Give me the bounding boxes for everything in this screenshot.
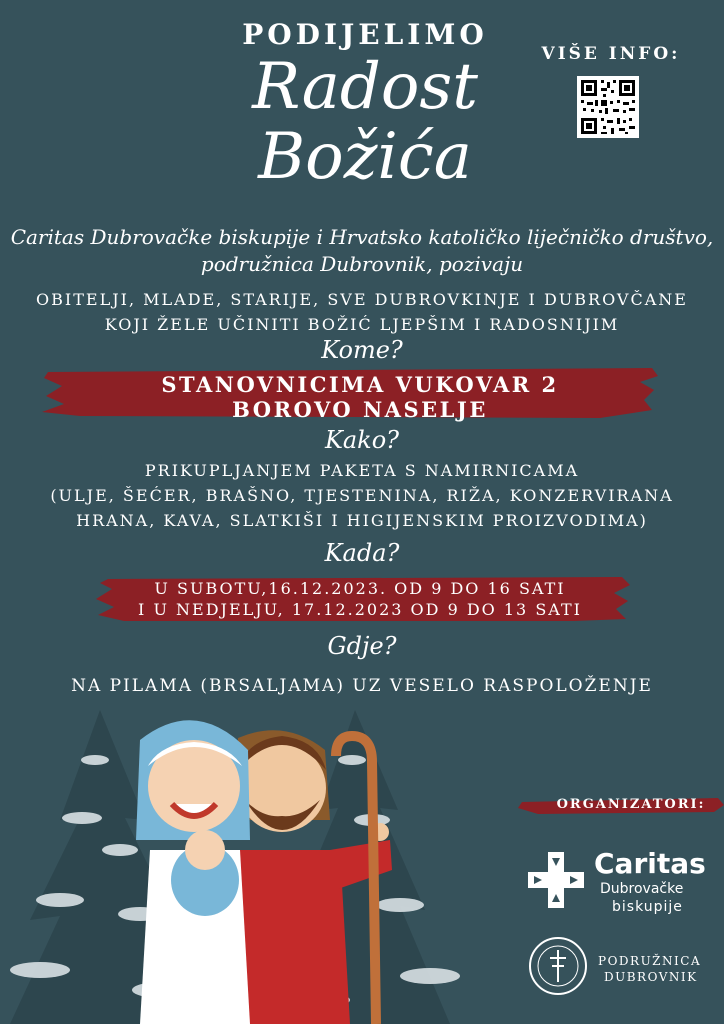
- headline-bozica: Božića: [258, 120, 472, 194]
- caritas-subtitle-2: biskupije: [612, 899, 683, 915]
- hkld-seal-icon: [528, 936, 588, 996]
- caritas-name: Caritas: [594, 847, 706, 880]
- recipients-line-1: STANOVNICIMA VUKOVAR 2: [161, 372, 559, 397]
- nativity-illustration: [0, 700, 520, 1024]
- method-line-3: HRANA, KAVA, SLATKIŠI I HIGIJENSKIM PROIZVODIMA): [76, 511, 648, 530]
- dates-text: [100, 578, 620, 620]
- audience-line-1: OBITELJI, MLADE, STARIJE, SVE DUBROVKINJE I DUBROVČANE: [36, 290, 688, 309]
- audience-text: [10, 287, 714, 337]
- baby-jesus-figure: [171, 830, 239, 916]
- more-info-label: VIŠE INFO:: [541, 44, 681, 64]
- audience-line-2: KOJI ŽELE UČINITI BOŽIĆ LJEPŠIM I RADOSNIJIM: [104, 315, 620, 334]
- headline-radost: Radost: [252, 50, 478, 124]
- dates-line-2: I U NEDJELJU, 17.12.2023 OD 9 DO 13 SATI: [138, 600, 582, 619]
- question-kada: Kada?: [324, 539, 400, 567]
- method-line-1: PRIKUPLJANJEM PAKETA S NAMIRNICAMA: [144, 461, 580, 480]
- invitation-text: [10, 224, 714, 278]
- question-kome: Kome?: [321, 336, 403, 364]
- hkld-branch-line-1: PODRUŽNICA: [598, 954, 702, 968]
- qr-code-icon[interactable]: [577, 76, 639, 138]
- caritas-cross-icon: [528, 852, 584, 908]
- method-line-2: (ULJE, ŠEĆER, BRAŠNO, TJESTENINA, RIŽA, KONZERVIRANA: [50, 486, 674, 505]
- organizers-label: ORGANIZATORI:: [556, 797, 706, 812]
- recipients-line-2: BOROVO NASELJE: [232, 397, 488, 422]
- question-gdje: Gdje?: [327, 632, 397, 660]
- recipients-text: [60, 372, 660, 422]
- dates-line-1: U SUBOTU,16.12.2023. OD 9 DO 16 SATI: [154, 579, 566, 598]
- invitation-line-2: podružnica Dubrovnik, pozivaju: [200, 252, 524, 276]
- hkld-branch-line-2: DUBROVNIK: [604, 970, 698, 984]
- headline-podijelimo: PODIJELIMO: [242, 18, 488, 51]
- invitation-line-1: Caritas Dubrovačke biskupije i Hrvatsko katoličko liječničko društvo,: [10, 225, 714, 249]
- method-text: [6, 458, 718, 533]
- caritas-subtitle-1: Dubrovačke: [600, 881, 684, 897]
- question-kako: Kako?: [324, 426, 400, 454]
- location-text: NA PILAMA (BRSALJAMA) UZ VESELO RASPOLOŽENJE: [71, 676, 653, 696]
